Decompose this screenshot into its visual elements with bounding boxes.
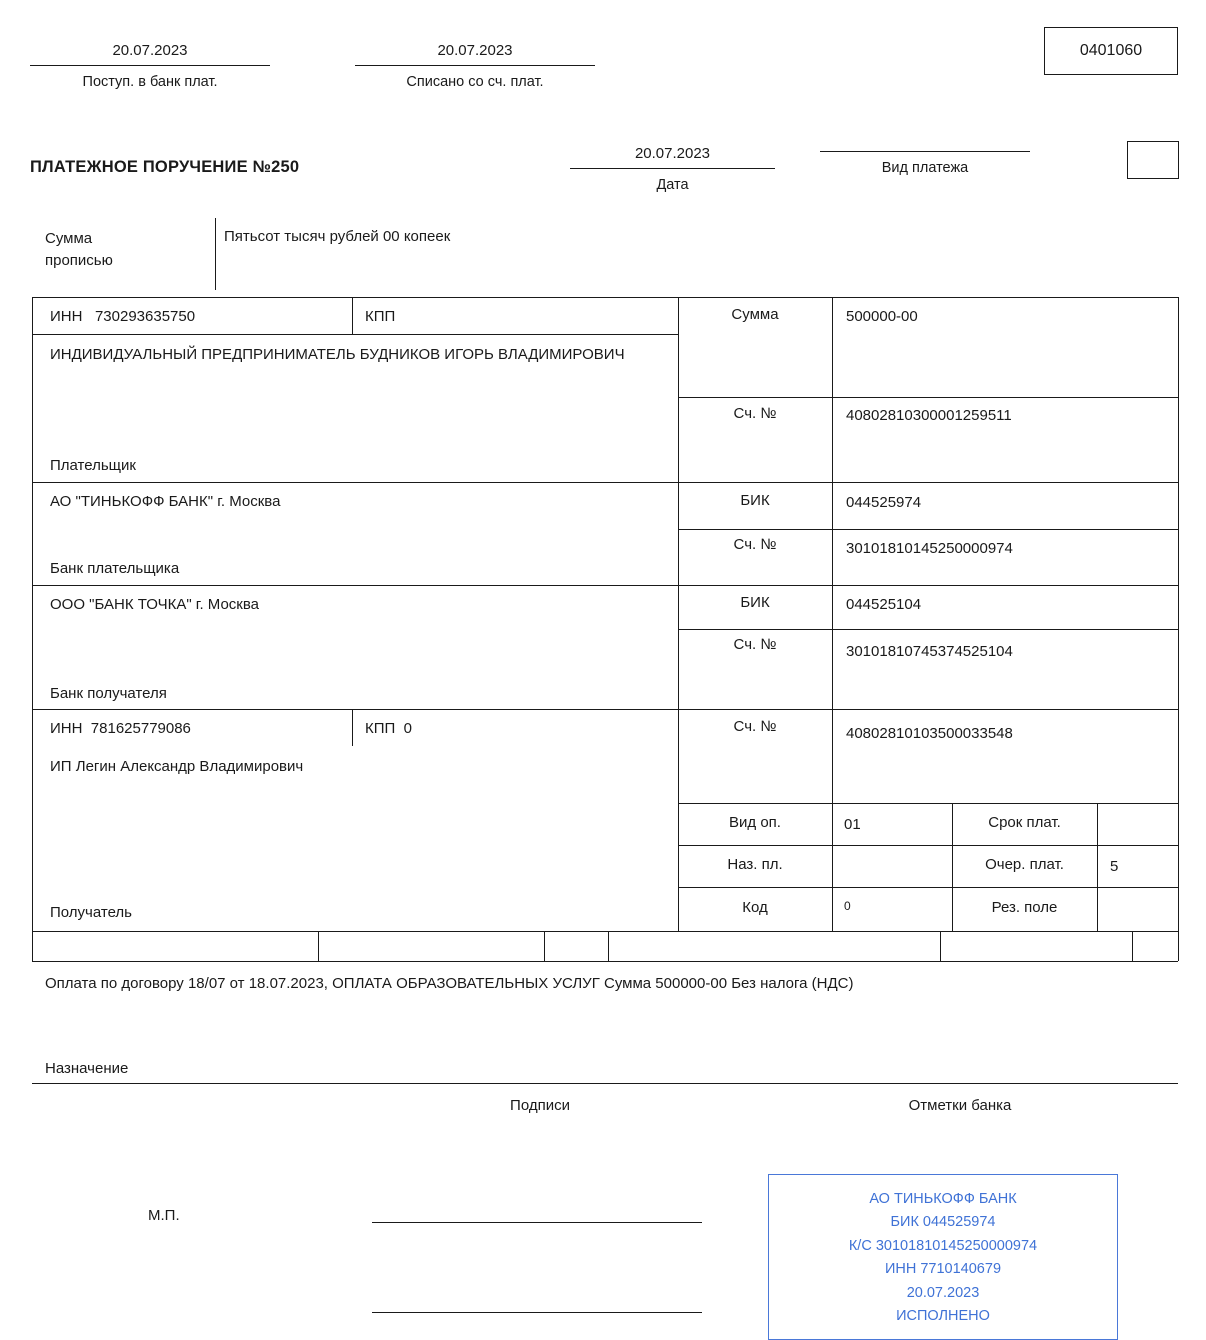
stamp-bank-name: АО ТИНЬКОФФ БАНК: [869, 1191, 1017, 1207]
payee-account-label: Сч. №: [733, 718, 777, 735]
grid-vline-value: [832, 297, 833, 931]
stamp-inn: ИНН 7710140679: [884, 1261, 1002, 1278]
reserve-field-label: Рез. поле: [991, 899, 1058, 916]
payee-bank-bik-label: БИК: [740, 594, 770, 611]
grid-vline-mid: [678, 297, 679, 931]
grid-hline-details: [678, 803, 1178, 804]
grid-hline-bik2: [678, 629, 1178, 630]
payee-inn-value: 781625779086: [90, 720, 191, 737]
grid-hline-bik1: [678, 529, 1178, 530]
amount-in-words-label: Сумма прописью: [45, 230, 113, 269]
code-label: Код: [742, 899, 768, 916]
payer-bank-bik-value: 044525974: [846, 494, 922, 511]
grid-vline-kpp-payee: [352, 709, 353, 746]
grid-hline-top: [32, 297, 1178, 298]
signature-line-2: [372, 1312, 702, 1313]
payment-purpose-text: Оплата по договору 18/07 от 18.07.2023, ОПЛАТА ОБРАЗОВАТЕЛЬНЫХ УСЛУГ Сумма 500000-00 Без налога (НДС): [45, 975, 854, 992]
payer-inn-label: ИНН 730293635750: [50, 308, 196, 325]
code-value: 0: [844, 899, 851, 913]
payer-bank-account-label: Сч. №: [733, 536, 777, 553]
document-date-label: Дата: [656, 177, 689, 193]
payee-bank-name: ООО "БАНК ТОЧКА" г. Москва: [50, 596, 259, 613]
payment-kind-field: [820, 145, 1030, 176]
payer-caption: Плательщик: [50, 457, 136, 474]
form-code-box: [1044, 27, 1178, 75]
codes-strip-v6: [1178, 931, 1179, 961]
amount-in-words-divider: [215, 218, 216, 290]
grid-hline-payerbank: [32, 585, 1178, 586]
grid-hline-kod: [678, 887, 1178, 888]
payee-name: ИП Легин Александр Владимирович: [50, 758, 304, 775]
operation-kind-value: 01: [844, 816, 861, 833]
codes-strip-bottom-line: [32, 961, 1178, 962]
grid-hline-payer-inn: [32, 334, 678, 335]
payer-inn-value: 730293635750: [94, 308, 196, 325]
payer-bank-caption: Банк плательщика: [50, 560, 180, 577]
payee-bank-bik-value: 044525104: [846, 596, 922, 613]
payer-account-value: 40802810300001259511: [846, 407, 1012, 424]
payee-kpp-label: КПП 0: [365, 720, 412, 737]
grid-vline-left: [32, 297, 33, 931]
document-date-value: 20.07.2023: [634, 145, 711, 162]
page-title: ПЛАТЕЖНОЕ ПОРУЧЕНИЕ №250: [30, 158, 300, 176]
budget-codes-strip: [32, 931, 1178, 961]
codes-strip-v5: [1132, 931, 1133, 961]
grid-vline-term-value: [1097, 803, 1098, 931]
payee-kpp-value: 0: [403, 720, 412, 737]
stamp-correspondent-account: К/С 30101810145250000974: [848, 1237, 1038, 1254]
codes-strip-v0: [32, 931, 33, 961]
codes-strip-v1: [318, 931, 319, 961]
grid-hline-naz: [678, 845, 1178, 846]
bank-marks-caption: Отметки банка: [908, 1097, 1012, 1114]
payer-kpp-label: КПП: [365, 308, 396, 325]
payment-kind-label: Вид платежа: [881, 160, 969, 176]
codes-strip-v3: [608, 931, 609, 961]
payee-bank-account-label: Сч. №: [733, 636, 777, 653]
payer-account-label: Сч. №: [733, 405, 777, 422]
payment-order-value: 5: [1110, 858, 1119, 875]
stamp-bik: БИК 044525974: [890, 1214, 996, 1231]
payee-inn-label: ИНН 781625779086: [50, 720, 191, 737]
payee-caption: Получатель: [50, 904, 132, 921]
received-in-bank-value: 20.07.2023: [112, 42, 188, 59]
document-date-field: [570, 145, 775, 193]
payment-purpose-caption: Назначение: [45, 1060, 129, 1077]
payer-bank-name: АО "ТИНЬКОФФ БАНК" г. Москва: [50, 493, 281, 510]
stamp-place-label: М.П.: [148, 1207, 180, 1224]
amount-value: 500000-00: [846, 308, 918, 325]
codes-strip-v2: [544, 931, 545, 961]
payee-account-value: 40802810103500033548: [846, 725, 1013, 742]
grid-hline-payer-bot: [32, 482, 1178, 483]
form-code-value: 0401060: [1079, 42, 1143, 59]
grid-hline-payeebank: [32, 709, 1178, 710]
payer-bank-bik-label: БИК: [740, 492, 770, 509]
signatures-caption: Подписи: [510, 1097, 570, 1114]
bank-execution-stamp: [768, 1174, 1118, 1340]
stamp-status: ИСПОЛНЕНО: [896, 1308, 990, 1325]
debited-from-account-field: [355, 42, 595, 90]
received-in-bank-field: [30, 42, 270, 90]
received-in-bank-label: Поступ. в банк плат.: [82, 74, 218, 90]
payment-kind-box: [1127, 141, 1179, 179]
payer-name: ИНДИВИДУАЛЬНЫЙ ПРЕДПРИНИМАТЕЛЬ БУДНИКОВ ИГОРЬ ВЛАДИМИРОВИЧ: [50, 346, 625, 363]
stamp-date: 20.07.2023: [906, 1284, 980, 1301]
document-header: [0, 0, 1206, 110]
debited-from-account-value: 20.07.2023: [437, 42, 513, 59]
payee-bank-account-value: 30101810745374525104: [846, 643, 1013, 660]
payment-purpose-rule: [32, 1083, 1178, 1084]
payment-order-label: Очер. плат.: [985, 856, 1064, 873]
payer-bank-account-value: 30101810145250000974: [846, 540, 1013, 557]
signature-line-1: [372, 1222, 702, 1223]
amount-label: Сумма: [731, 306, 779, 323]
grid-hline-amount: [678, 397, 1178, 398]
amount-in-words-value: Пятьсот тысяч рублей 00 копеек: [224, 228, 451, 245]
codes-strip-v4: [940, 931, 941, 961]
payment-term-label: Срок плат.: [988, 814, 1061, 831]
grid-vline-right: [1178, 297, 1179, 931]
debited-from-account-label: Списано со сч. плат.: [406, 74, 544, 90]
payee-bank-caption: Банк получателя: [50, 685, 167, 702]
operation-kind-label: Вид оп.: [729, 814, 781, 831]
payment-purpose-code-label: Наз. пл.: [727, 856, 783, 873]
grid-vline-kpp-payer: [352, 297, 353, 334]
